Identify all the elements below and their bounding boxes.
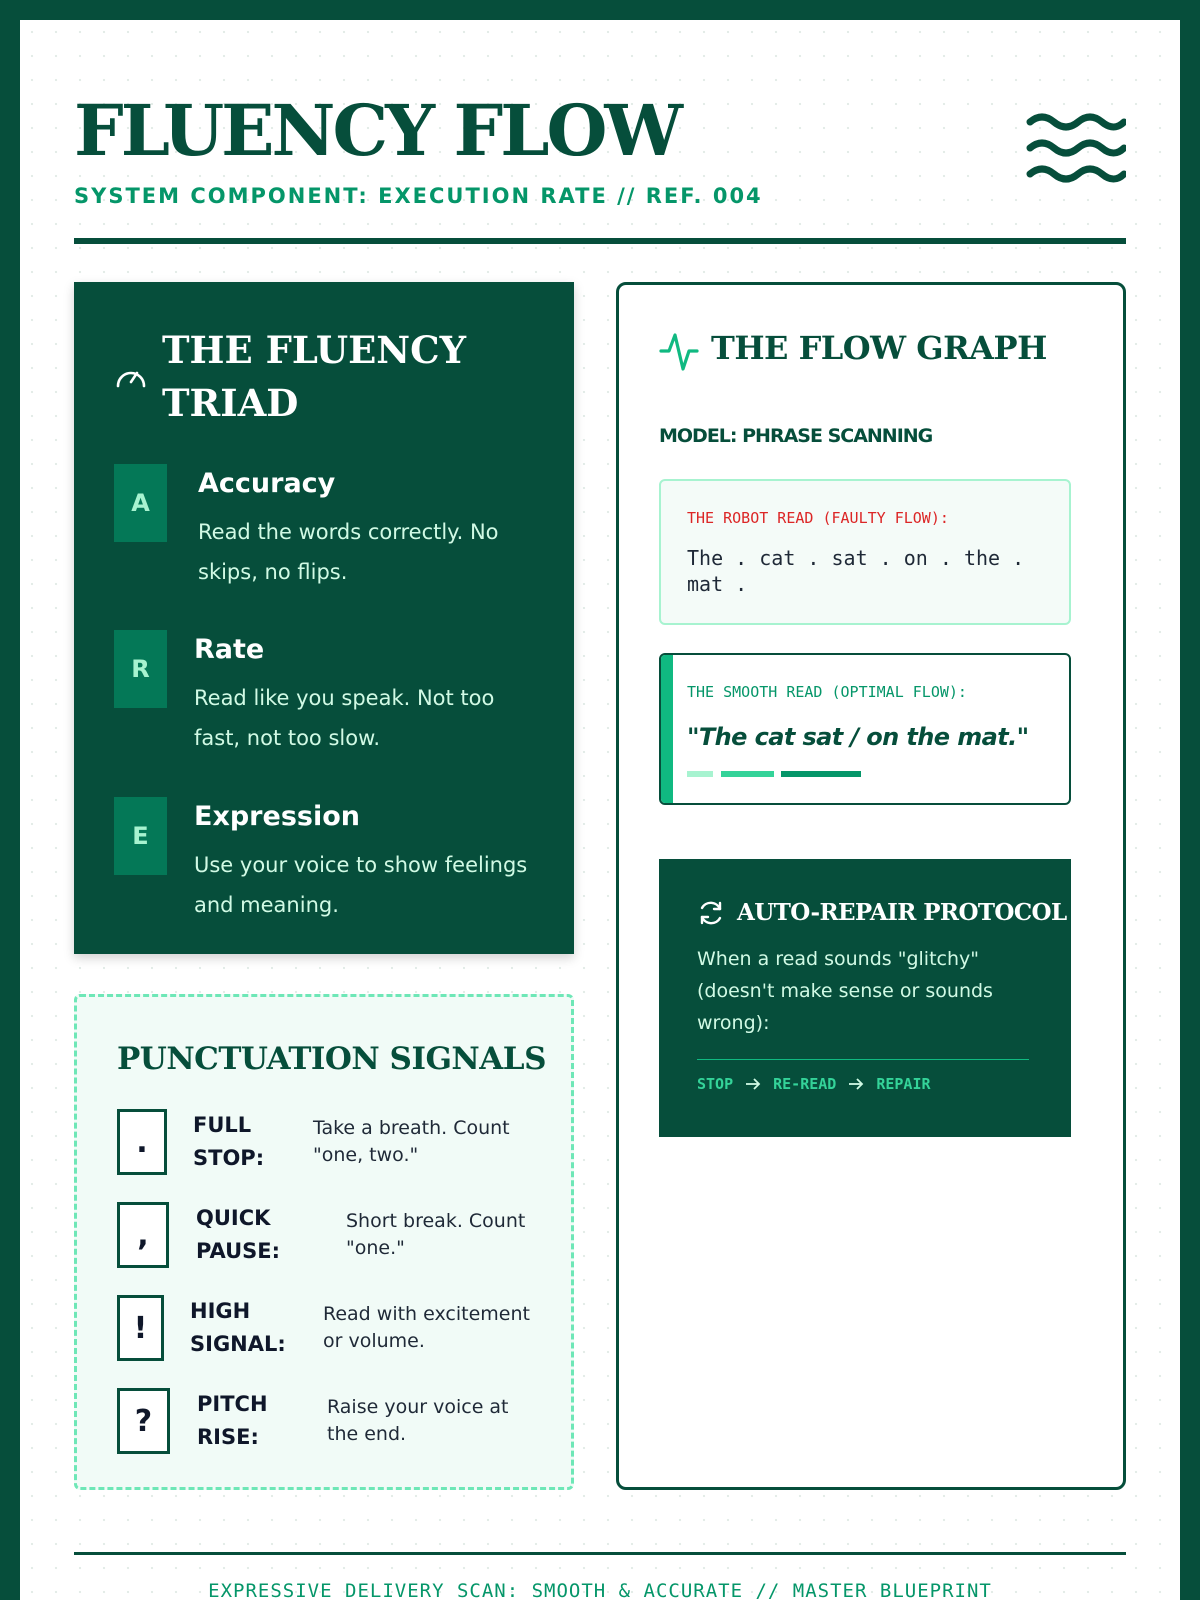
smooth-read-text: "The cat sat / on the mat." xyxy=(687,723,1029,751)
punctuation-label: PITCH RISE: xyxy=(197,1392,268,1449)
punctuation-desc: Take a breath. Count "one, two." xyxy=(313,1117,510,1166)
full-stop-symbol: . xyxy=(117,1109,167,1175)
step-repair: REPAIR xyxy=(876,1075,931,1093)
page-subtitle: SYSTEM COMPONENT: EXECUTION RATE // REF. 004 xyxy=(74,184,763,208)
triad-item-desc: Use your voice to show feelings and meaning. xyxy=(194,853,528,917)
smooth-read-label: THE SMOOTH READ (OPTIMAL FLOW): xyxy=(687,683,967,701)
gauge-icon xyxy=(114,360,148,394)
robot-read-label: THE ROBOT READ (FAULTY FLOW): xyxy=(687,509,949,527)
exclamation-symbol: ! xyxy=(117,1295,164,1361)
step-re-read: RE-READ xyxy=(773,1075,837,1093)
punctuation-label: HIGH SIGNAL: xyxy=(190,1299,286,1356)
auto-repair-divider xyxy=(697,1059,1029,1060)
punctuation-desc: Short break. Count "one." xyxy=(346,1210,526,1259)
arrow-right-icon xyxy=(848,1077,864,1091)
step-stop: STOP xyxy=(697,1075,734,1093)
repair-steps xyxy=(697,1075,931,1093)
waves-icon xyxy=(1026,112,1126,192)
triad-item-desc: Read the words correctly. No skips, no flips. xyxy=(198,520,499,584)
flow-graph-card xyxy=(616,282,1126,1490)
refresh-icon xyxy=(697,899,725,927)
triad-item-title: Rate xyxy=(194,634,265,665)
header-divider xyxy=(74,238,1126,244)
triad-badge: R xyxy=(114,630,167,708)
page-title: FLUENCY FLOW xyxy=(74,89,681,172)
smooth-read-accent-bar xyxy=(661,655,673,803)
arrow-right-icon xyxy=(745,1077,761,1091)
flow-segment-3 xyxy=(781,771,861,777)
triad-title: THE FLUENCY TRIAD xyxy=(162,328,466,425)
auto-repair-card xyxy=(659,859,1071,1137)
smooth-read-box xyxy=(659,653,1071,805)
footer-text: EXPRESSIVE DELIVERY SCAN: SMOOTH & ACCURATE // MASTER BLUEPRINT xyxy=(208,1580,992,1600)
triad-badge: A xyxy=(114,464,167,542)
blueprint-sheet xyxy=(20,20,1180,1600)
model-label: MODEL: PHRASE SCANNING xyxy=(659,425,933,447)
auto-repair-title: AUTO-REPAIR PROTOCOL xyxy=(737,899,1067,926)
auto-repair-desc: When a read sounds "glitchy" (doesn't make sense or sounds wrong): xyxy=(697,948,993,1034)
punctuation-desc: Raise your voice at the end. xyxy=(327,1396,509,1445)
comma-symbol: , xyxy=(117,1202,169,1268)
triad-item-desc: Read like you speak. Not too fast, not too slow. xyxy=(194,686,495,750)
punctuation-label: QUICK PAUSE: xyxy=(196,1206,280,1263)
flow-graph-title: THE FLOW GRAPH xyxy=(711,329,1047,367)
robot-read-box xyxy=(659,479,1071,625)
fluency-triad-card xyxy=(74,282,574,954)
question-symbol: ? xyxy=(117,1388,170,1454)
punctuation-label: FULL STOP: xyxy=(193,1113,265,1170)
triad-badge: E xyxy=(114,797,167,875)
header xyxy=(74,82,1126,248)
triad-item-title: Accuracy xyxy=(198,468,336,499)
footer-divider xyxy=(74,1552,1126,1555)
flow-segment-2 xyxy=(721,771,774,777)
punctuation-desc: Read with excitement or volume. xyxy=(323,1303,530,1352)
punctuation-signals-card xyxy=(74,994,574,1490)
pulse-icon xyxy=(659,329,699,373)
punctuation-title: PUNCTUATION SIGNALS xyxy=(117,1041,546,1077)
flow-segment-1 xyxy=(687,771,713,777)
robot-read-text: The . cat . sat . on . the . mat . xyxy=(687,546,1037,596)
triad-item-title: Expression xyxy=(194,801,360,832)
